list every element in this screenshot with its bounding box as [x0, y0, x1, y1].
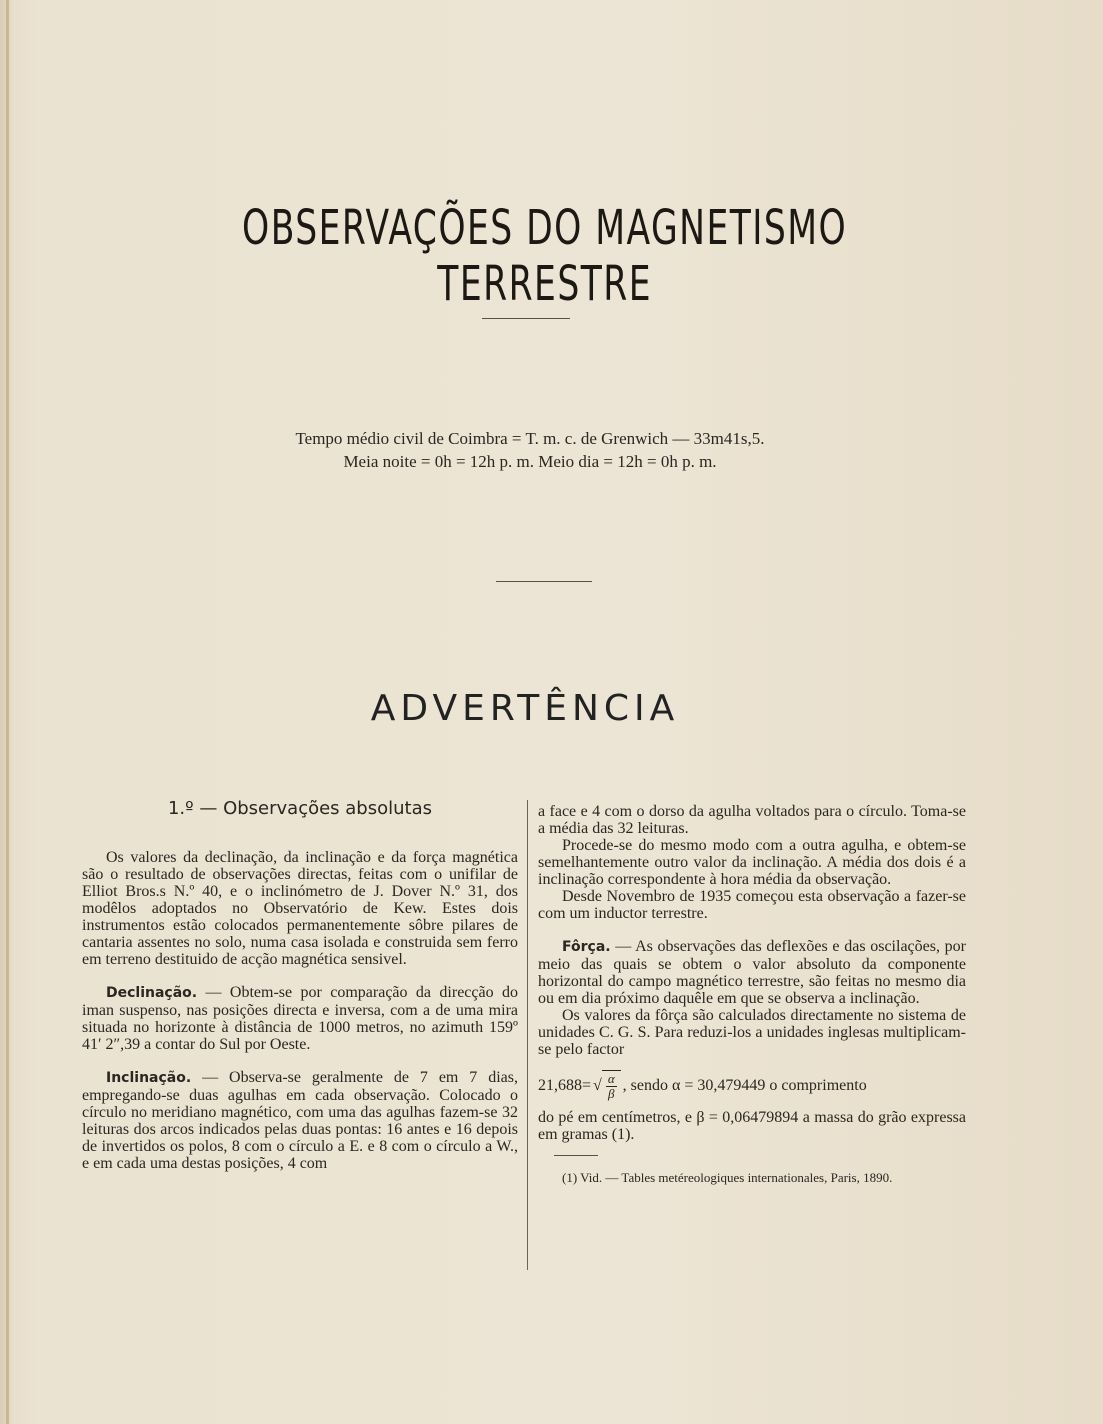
formula-prefix: 21,688= [538, 1077, 592, 1094]
right-paragraph-5: Os valores da fôrça são calculados directamente no sistema de unidades C. G. S. Para reduzi-los a unidades inglesas multiplicam-se pelo factor [538, 1007, 966, 1058]
right-paragraph-1: a face e 4 com o dorso da agulha voltados para o círculo. Toma-se a média das 32 leituras. [538, 803, 966, 837]
declinacao-text: — Obtem-se por comparação da direcção do iman suspenso, nas posições directa e inversa, com a de uma mira situada no horizonte à distância de 1000 metros, no azimuth 159º 41′ 2″,39 a contar do Sul por Oeste. [82, 984, 518, 1053]
right-paragraph-2: Procede-se do mesmo modo com a outra agulha, e obtem-se semelhantemente outro valor da inclinação. A média dos dois é a inclinação correspondente à hora média da observação. [538, 837, 966, 888]
declinacao-paragraph [82, 984, 518, 1053]
formula-fraction [602, 1070, 621, 1101]
inclinacao-paragraph [82, 1069, 518, 1172]
sqrt-symbol: √ $\frac{\alpha}{\beta}$ [593, 1070, 621, 1101]
factor-formula [538, 1070, 966, 1101]
section-title: 1.º — Observações absolutas [167, 798, 433, 819]
forca-text: — As observações das deflexões e das oscilações, por meio das quais se obtem o valor absoluto da componente horizontal do campo magnético terrestre, são feitas no mesmo dia ou em dia próximo daquêle em que se observa a inclinação. [538, 938, 966, 1007]
time-note-1: Tempo médio civil de Coimbra = T. m. c. de Grenwich — 33m41s,5. [295, 429, 765, 448]
left-column [82, 800, 518, 1172]
inclinacao-label: Inclinação. [106, 1070, 192, 1086]
forca-label: Fôrça. [562, 939, 611, 955]
advertencia-heading: ADVERTÊNCIA [370, 688, 680, 729]
time-note-2: Meia noite = 0h = 12h p. m. Meio dia = 12h = 0h p. m. [343, 452, 717, 471]
right-column [538, 803, 966, 1186]
formula-suffix: , sendo α = 30,479449 o comprimento [622, 1077, 867, 1094]
section-rule [496, 581, 592, 582]
column-divider [527, 800, 528, 1270]
formula-numerator: α [607, 1071, 615, 1086]
intro-paragraph: Os valores da declinação, da inclinação e da força magnética são o resultado de observações directas, feitas com o unifilar de Elliot Bros.s N.º 40, e o inclinómetro de J. Dover N.º 31, dos modêlos adoptados no Observatório de Kew. Estes dois instrumentos estão colocados permanentemente sôbre pilares de cantaria assentes no solo, numa casa isolada e construida sem ferro em terreno destituido de acção magnética sensivel. [82, 849, 518, 968]
page-title: OBSERVAÇÕES DO MAGNETISMO TERRESTRE [242, 200, 848, 312]
formula-denominator: β [607, 1086, 615, 1101]
right-paragraph-3: Desde Novembro de 1935 começou esta observação a fazer-se com um inductor terrestre. [538, 888, 966, 922]
forca-paragraph [538, 938, 966, 1007]
footnote: (1) Vid. — Tables metéreologiques internationales, Paris, 1890. [562, 1170, 893, 1185]
title-rule [482, 318, 570, 319]
inclinacao-text: — Observa-se geralmente de 7 em 7 dias, empregando-se duas agulhas em cada observação. Colocado o círculo no meridiano magnético, com uma das agulhas fazem-se 32 leituras dos arcos indicados pelas duas pontas: 16 antes e 16 depois de invertidos os polos, 8 com o círculo a E. e 8 com o círculo a W., e em cada uma destas posições, 4 com [82, 1069, 518, 1172]
right-paragraph-6: do pé em centímetros, e β = 0,06479894 a massa do grão expressa em gramas (1). [538, 1109, 966, 1143]
footnote-rule [554, 1155, 598, 1156]
declinacao-label: Declinação. [106, 985, 198, 1001]
